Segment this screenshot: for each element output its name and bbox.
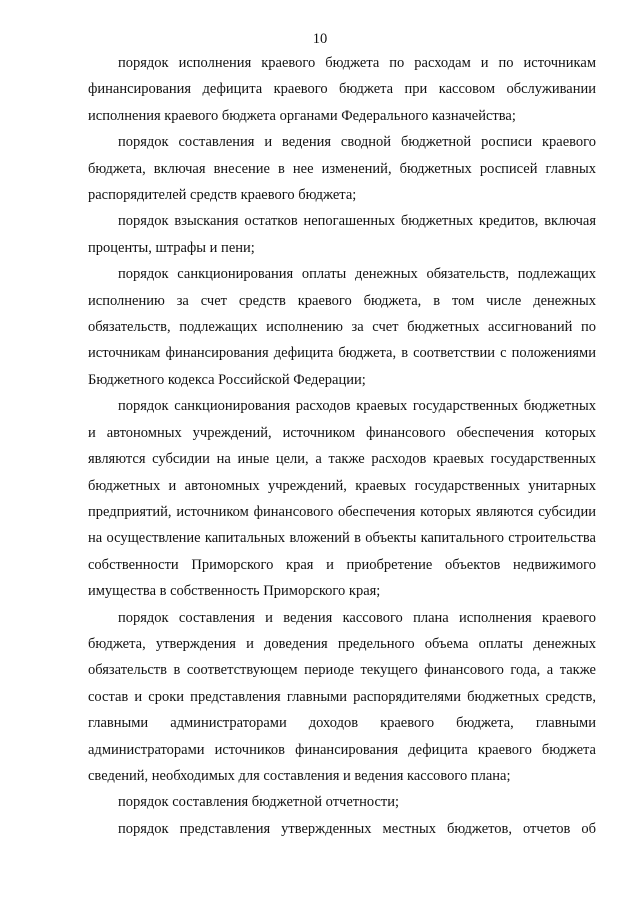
paragraph-cash-plan: порядок составления и ведения кассового плана исполнения краевого бюджета, утверждения и доведения предельного объема оплаты денежных обязательств в соответствующем периоде текущего финансового года, а также состав и сроки представления главными распорядителями бюджетных средств, главными администраторами доходов краевого бюджета, главными администраторами источников финансирования дефицита краевого бюджета сведений, необходимых для составления и ведения кассового плана; <box>88 609 596 784</box>
paragraph-budget-reporting: порядок составления бюджетной отчетности; <box>118 794 400 811</box>
paragraph-budget-execution-expenses: порядок исполнения краевого бюджета по расходам и по источникам финансирования дефицита краевого бюджета при кассовом обслуживании исполнения краевого бюджета органами Федерального казначейства; <box>88 55 596 124</box>
paragraph-institution-expense-authorization: порядок санкционирования расходов краевых государственных бюджетных и автономных учреждений, источником финансового обеспечения которых являются субсидии на иные цели, а также расходов краевых государственных бюджетных и автономных учреждений, краевых государственных унитарных предприятий, источником финансового обеспечения которых являются субсидии на осуществление капитальных вложений в объекты капитального строительства собственности Приморского края и приобретение объектов недвижимого имущества в собственность Приморского края; <box>88 398 596 600</box>
paragraph-payment-authorization: порядок санкционирования оплаты денежных обязательств, подлежащих исполнению за счет средств краевого бюджета, в том числе денежных обязательств, подлежащих исполнению за счет бюджетных ассигнований по источникам финансирования дефицита бюджета, в соответствии с положениями Бюджетного кодекса Российской Федерации; <box>88 266 596 388</box>
page-number: 10 <box>312 31 328 47</box>
paragraph-budget-list-maintenance: порядок составления и ведения сводной бюджетной росписи краевого бюджета, включая внесение в нее изменений, бюджетных росписей главных распорядителей средств краевого бюджета; <box>88 134 596 204</box>
paragraph-local-budgets-submission: порядок представления утвержденных местных бюджетов, отчетов об <box>118 820 596 837</box>
document-body <box>88 50 596 842</box>
paragraph-loan-recovery: порядок взыскания остатков непогашенных бюджетных кредитов, включая проценты, штрафы и пени; <box>88 213 596 256</box>
